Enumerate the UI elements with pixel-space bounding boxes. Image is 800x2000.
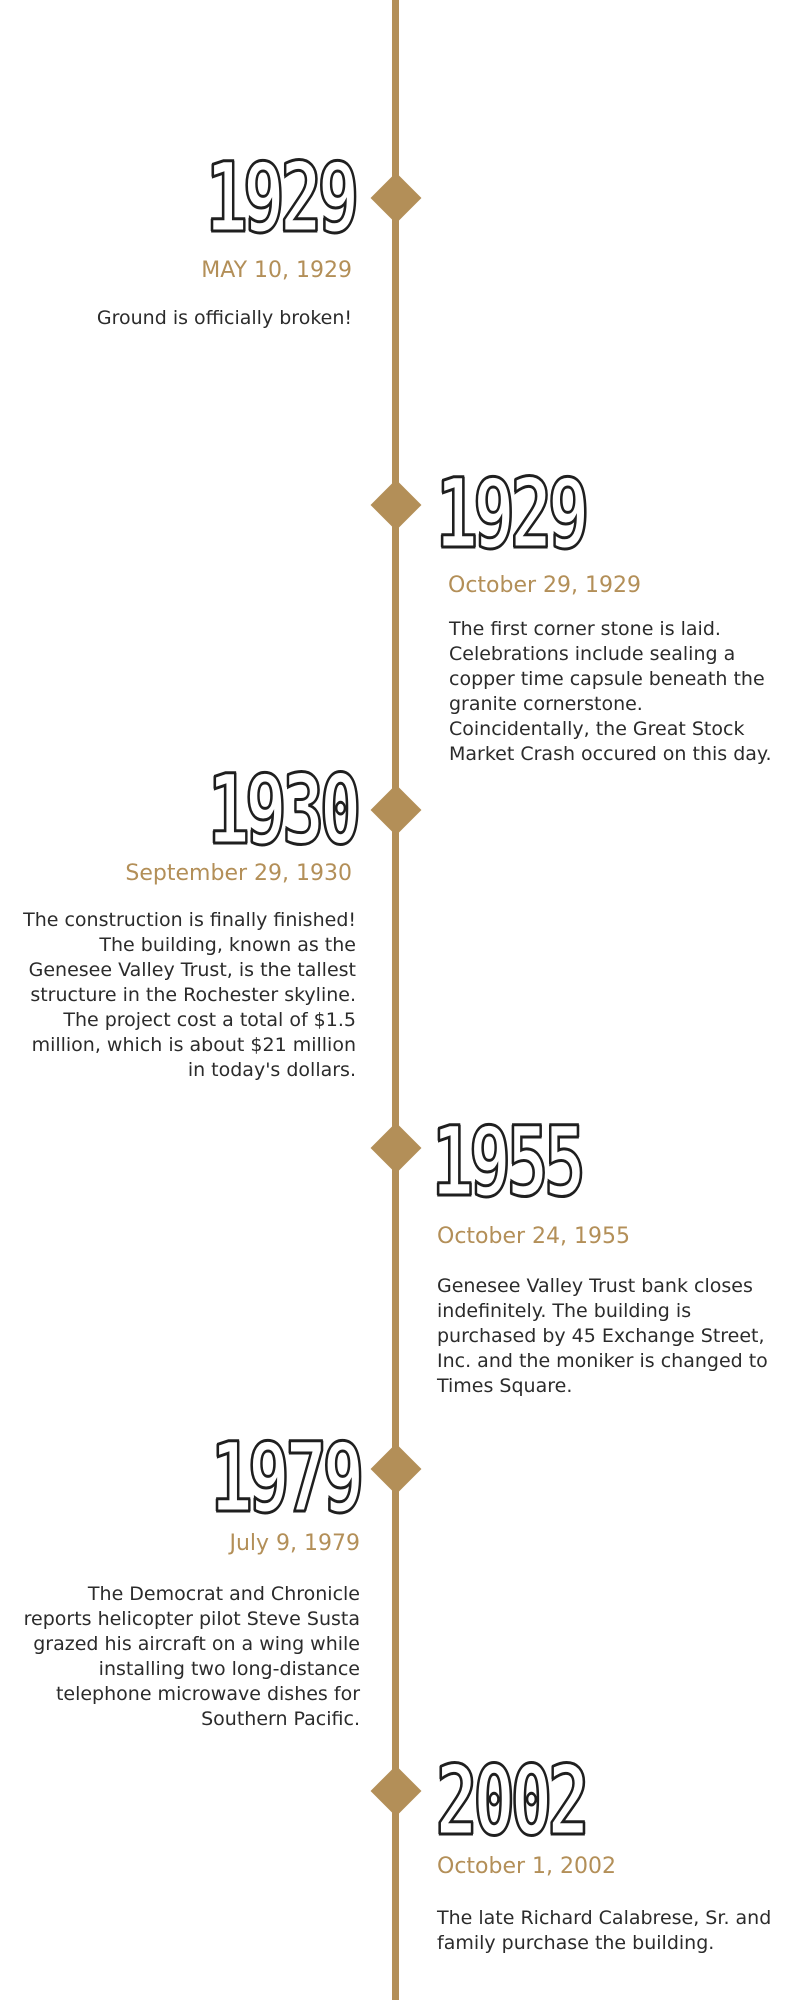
event-description: Genesee Valley Trust bank closes indefinitely. The building is purchased by 45 Exchange Street, Inc. and the moniker is changed to Times Square. xyxy=(437,1275,768,1397)
timeline-line xyxy=(392,0,399,2000)
timeline-marker-icon xyxy=(371,173,422,224)
event-date: October 29, 1929 xyxy=(448,573,642,598)
event-date: MAY 10, 1929 xyxy=(201,258,352,283)
event-year: 2002 xyxy=(436,1745,586,1857)
event-date: September 29, 1930 xyxy=(125,861,352,886)
event-description: The construction is finally finished! The building, known as the Genesee Valley Trust, is the tallest structure in the Rochester skyline. The project cost a total of $1.5 million, which is about $21 million in today's dollars. xyxy=(23,909,356,1081)
event-date: October 1, 2002 xyxy=(437,1854,617,1879)
event-date: July 9, 1979 xyxy=(229,1531,360,1556)
event-year: 1929 xyxy=(205,142,355,254)
timeline-marker-icon xyxy=(371,1444,422,1495)
timeline-marker-icon xyxy=(371,480,422,531)
event-year: 1955 xyxy=(432,1106,582,1218)
event-year: 1929 xyxy=(436,458,586,570)
event-description: The Democrat and Chronicle reports helicopter pilot Steve Susta grazed his aircraft on a wing while installing two long-distance telephone microwave dishes for Southern Pacific. xyxy=(23,1583,360,1730)
timeline-marker-icon xyxy=(371,1123,422,1174)
timeline-marker-icon xyxy=(371,1766,422,1817)
event-date: October 24, 1955 xyxy=(437,1224,631,1249)
event-description: Ground is officially broken! xyxy=(96,307,352,329)
event-description: The late Richard Calabrese, Sr. and family purchase the building. xyxy=(437,1907,772,1954)
event-description: The first corner stone is laid. Celebrations include sealing a copper time capsule beneath the granite cornerstone. Coincidentally, the Great Stock Market Crash occured on this day. xyxy=(449,618,772,765)
event-year: 1979 xyxy=(210,1422,360,1534)
event-year: 1930 xyxy=(207,754,357,866)
timeline-marker-icon xyxy=(371,785,422,836)
